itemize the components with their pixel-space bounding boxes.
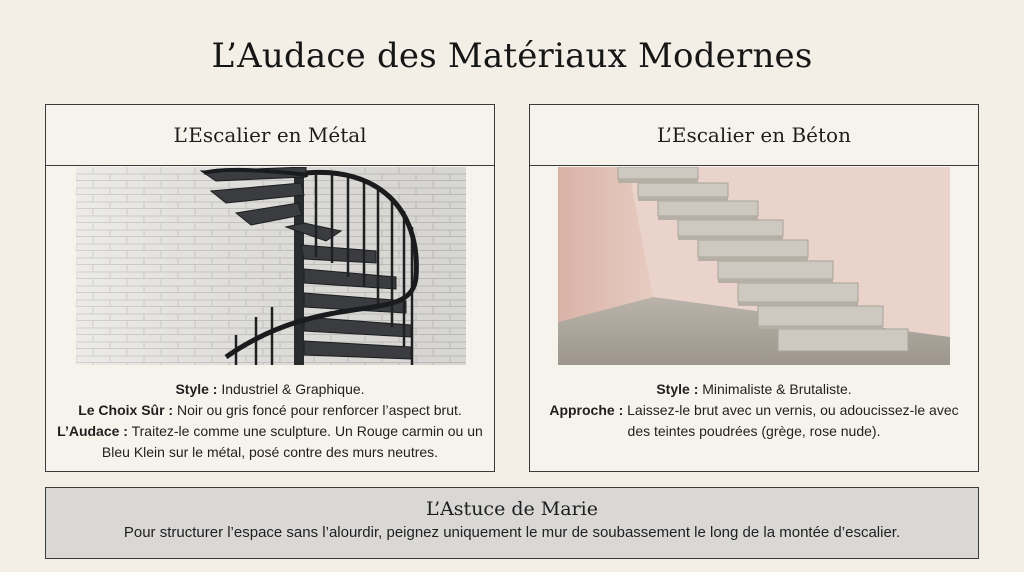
metal-safe-choice-text: Noir ou gris foncé pour renforcer l’aspect brut. <box>173 402 462 418</box>
metal-safe-choice-label: Le Choix Sûr : <box>78 402 174 418</box>
concrete-floating-staircase-photo <box>558 167 950 365</box>
tip-title: L’Astuce de Marie <box>425 498 598 520</box>
concrete-style-text: Minimaliste & Brutaliste. <box>698 381 852 397</box>
concrete-description <box>540 379 968 442</box>
metal-style-text: Industriel & Graphique. <box>217 381 365 397</box>
metal-audace-text: Traitez-le comme une sculpture. Un Rouge carmin ou un Bleu Klein sur le métal, posé contre des murs neutres. <box>101 423 483 460</box>
card-concrete-staircase <box>529 104 979 472</box>
tip-text: Pour structurer l’espace sans l’alourdir, peignez uniquement le mur de soubassement le long de la montée d’escalier. <box>123 524 901 541</box>
metal-style-label: Style : <box>175 381 218 397</box>
concrete-approach-label: Approche : <box>549 402 624 418</box>
metal-description <box>56 379 484 463</box>
concrete-style-label: Style : <box>656 381 699 397</box>
card-title-concrete: L’Escalier en Béton <box>530 105 978 166</box>
card-metal-staircase <box>45 104 495 472</box>
metal-spiral-staircase-photo <box>76 167 466 365</box>
concrete-approach-text: Laissez-le brut avec un vernis, ou adoucissez-le avec des teintes poudrées (grège, rose nude). <box>623 402 959 439</box>
metal-audace-label: L’Audace : <box>57 423 128 439</box>
card-title-metal: L’Escalier en Métal <box>46 105 494 166</box>
page-title: L’Audace des Matériaux Modernes <box>211 36 813 76</box>
tip-box <box>45 487 979 559</box>
